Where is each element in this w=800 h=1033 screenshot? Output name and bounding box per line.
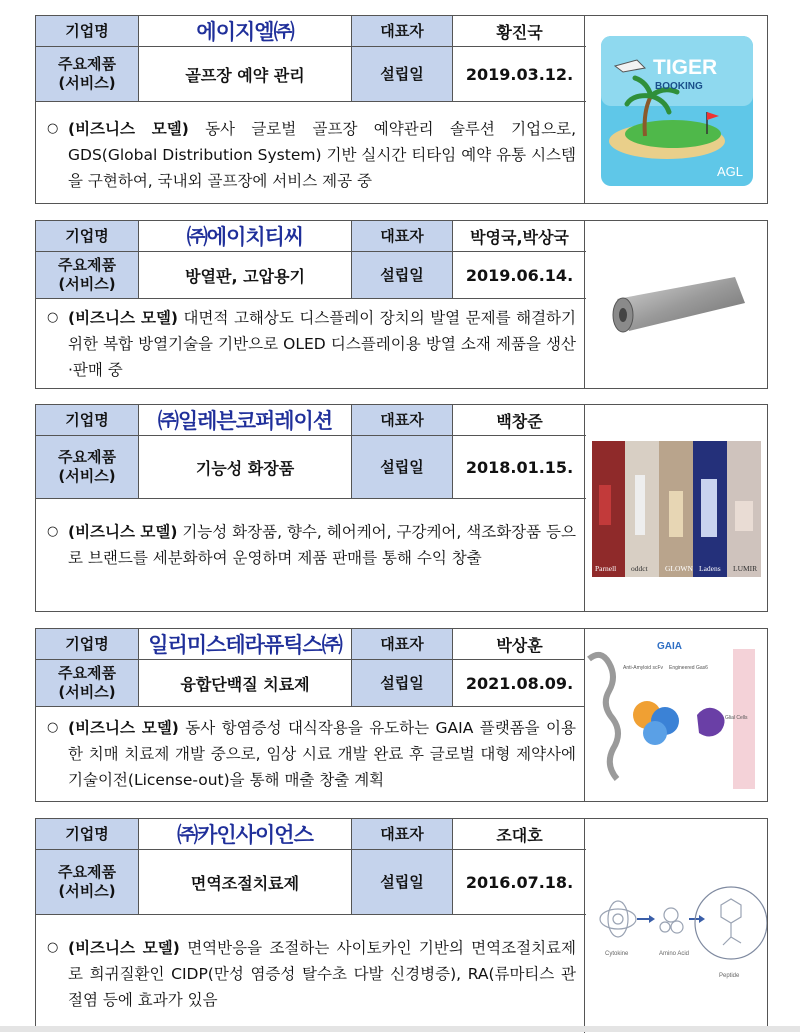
product-label-line1: 주요제품	[58, 256, 116, 274]
logo-line2: BOOKING	[655, 81, 703, 92]
business-model-label: (비즈니스 모델)	[68, 523, 178, 541]
product-label	[36, 436, 139, 498]
company-card-2	[35, 220, 768, 389]
business-model-text	[36, 519, 586, 571]
business-model-label: (비즈니스 모델)	[68, 939, 180, 957]
ceo-value: 박영국,박상국	[453, 221, 586, 251]
product-value: 방열판, 고압용기	[139, 252, 352, 298]
founded-label: 설립일	[352, 252, 453, 298]
label-anti-amyloid: Anti-Amyloid scFv	[623, 665, 664, 671]
ceo-value: 백창준	[453, 405, 586, 435]
company-card-3	[35, 404, 768, 612]
product-label-line2: (서비스)	[58, 74, 116, 92]
brand-3: GLOWN	[665, 564, 693, 573]
business-model-text	[36, 715, 586, 793]
bullet: ○	[47, 121, 59, 136]
bullet: ○	[47, 524, 59, 539]
label-gas6: Engineered Gas6	[669, 665, 708, 671]
product-label-line2: (서비스)	[58, 467, 116, 485]
business-model-text	[36, 116, 586, 194]
company-name: 에이지엘㈜	[139, 16, 352, 46]
company-label: 기업명	[36, 819, 139, 849]
label-cytokine: Cytokine	[605, 951, 629, 957]
product-value: 면역조절치료제	[139, 850, 352, 914]
founded-value: 2018.01.15.	[453, 436, 586, 498]
company-name: ㈜일레븐코퍼레이션	[139, 405, 352, 435]
product-value: 골프장 예약 관리	[139, 47, 352, 101]
company-image-2	[584, 221, 767, 388]
bullet: ○	[47, 940, 59, 955]
ceo-label: 대표자	[352, 629, 453, 659]
product-label-line1: 주요제품	[58, 448, 116, 466]
product-label-line1: 주요제품	[58, 664, 116, 682]
company-image-5	[584, 819, 767, 1033]
company-image-4	[584, 629, 767, 801]
product-label-line2: (서비스)	[58, 683, 116, 701]
product-label-line1: 주요제품	[58, 55, 116, 73]
founded-value: 2021.08.09.	[453, 660, 586, 706]
bullet: ○	[47, 720, 59, 735]
company-label: 기업명	[36, 221, 139, 251]
founded-value: 2016.07.18.	[453, 850, 586, 914]
founded-value: 2019.03.12.	[453, 47, 586, 101]
founded-label: 설립일	[352, 47, 453, 101]
agl-brand: AGL	[717, 164, 744, 179]
ceo-label: 대표자	[352, 16, 453, 46]
company-name: ㈜에이치티씨	[139, 221, 352, 251]
company-card-5	[35, 818, 768, 1032]
product-label	[36, 660, 139, 706]
founded-value: 2019.06.14.	[453, 252, 586, 298]
company-card-4	[35, 628, 768, 802]
label-amino-acid: Amino Acid	[659, 951, 690, 957]
ceo-value: 박상훈	[453, 629, 586, 659]
ceo-label: 대표자	[352, 819, 453, 849]
company-card-1	[35, 15, 768, 204]
brand-5: LUMIR	[733, 564, 758, 573]
label-peptide: Peptide	[719, 973, 740, 979]
gaia-title: GAIA	[657, 641, 682, 652]
product-label	[36, 252, 139, 298]
product-label	[36, 47, 139, 101]
description: 기능성 화장품, 향수, 헤어케어, 구강케어, 색조화장품 등으로 브랜드를 세분화하여 운영하며 제품 판매를 통해 수익 창출	[68, 523, 576, 567]
founded-label: 설립일	[352, 660, 453, 706]
product-value: 기능성 화장품	[139, 436, 352, 498]
brand-1: Parnell	[595, 564, 617, 573]
company-name: ㈜카인사이언스	[139, 819, 352, 849]
logo-line1: TIGER	[653, 56, 718, 79]
ceo-value: 조대호	[453, 819, 586, 849]
product-label-line2: (서비스)	[58, 275, 116, 293]
business-model-text	[36, 305, 586, 383]
company-label: 기업명	[36, 16, 139, 46]
business-model-label: (비즈니스 모델)	[68, 719, 179, 737]
label-glial: Glial Cells	[725, 715, 748, 721]
business-model-label: (비즈니스 모델)	[68, 309, 178, 327]
description: 동사 글로벌 골프장 예약관리 솔루션 기업으로, GDS(Global Distribution System) 기반 실시간 티타임 예약 유통 시스템을 구현하여, 국내외 골프장에 서비스 제공 중	[68, 120, 576, 190]
description: 대면적 고해상도 디스플레이 장치의 발열 문제를 해결하기 위한 복합 방열기술을 기반으로 OLED 디스플레이용 방열 소재 제품을 생산·판매 중	[68, 309, 576, 379]
business-model-text	[36, 935, 586, 1013]
ceo-label: 대표자	[352, 405, 453, 435]
ceo-label: 대표자	[352, 221, 453, 251]
company-label: 기업명	[36, 629, 139, 659]
product-label-line2: (서비스)	[58, 882, 116, 900]
brand-2: oddct	[631, 564, 648, 573]
company-name: 일리미스테라퓨틱스㈜	[139, 629, 352, 659]
company-image-3	[584, 405, 767, 611]
description: 면역반응을 조절하는 사이토카인 기반의 면역조절치료제로 희귀질환인 CIDP(만성 염증성 탈수초 다발 신경병증), RA(류마티스 관절염 등에 효과가 있음	[68, 939, 576, 1009]
product-value: 융합단백질 치료제	[139, 660, 352, 706]
product-label	[36, 850, 139, 914]
description: 동사 항염증성 대식작용을 유도하는 GAIA 플랫폼을 이용한 치매 치료제 개발 중으로, 임상 시료 개발 완료 후 글로벌 대형 제약사에 기술이전(License-out)을 통해 매출 창출 계획	[68, 719, 576, 789]
bullet: ○	[47, 310, 59, 325]
company-label: 기업명	[36, 405, 139, 435]
brand-4: Ladens	[699, 564, 721, 573]
page-bottom-edge	[0, 1026, 800, 1032]
product-label-line1: 주요제품	[58, 863, 116, 881]
founded-label: 설립일	[352, 850, 453, 914]
business-model-label: (비즈니스 모델)	[68, 120, 189, 138]
founded-label: 설립일	[352, 436, 453, 498]
ceo-value: 황진국	[453, 16, 586, 46]
company-image-1	[584, 16, 767, 203]
